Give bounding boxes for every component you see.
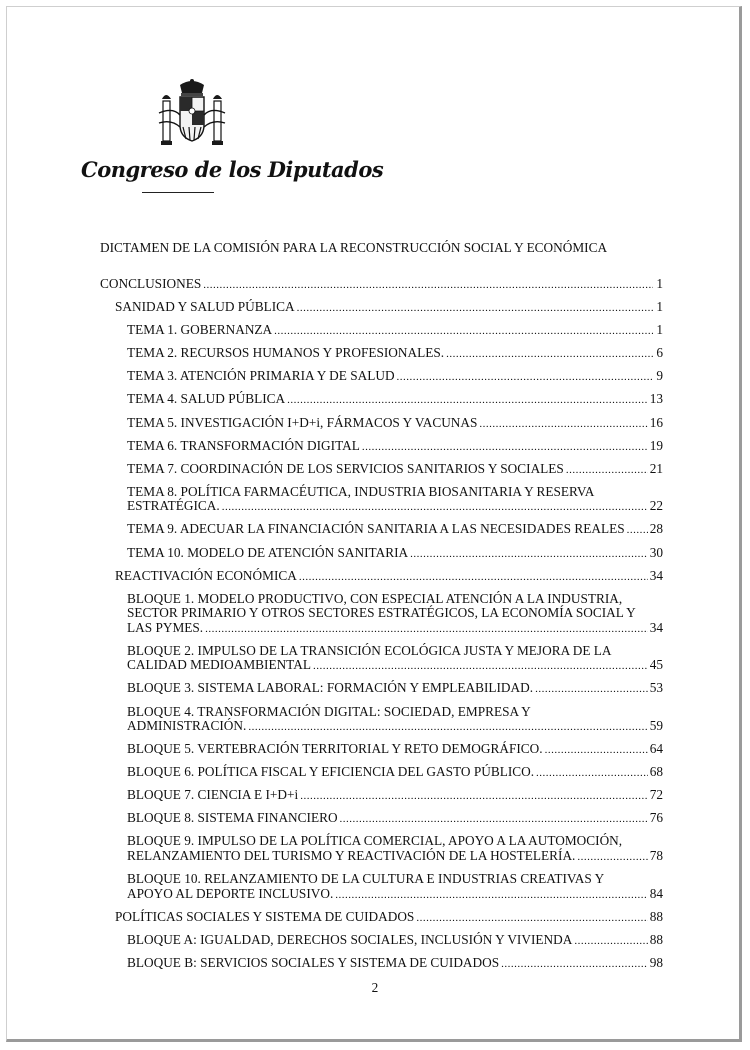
toc-entry-label: TEMA 10. MODELO DE ATENCIÓN SANITARIA [127, 544, 409, 560]
toc-entry-page: 64 [649, 741, 663, 757]
toc-entry-page: 34 [649, 619, 663, 635]
dot-leader [274, 324, 653, 339]
dot-leader [300, 789, 647, 804]
toc-entry-label: SANIDAD Y SALUD PÚBLICA [115, 299, 295, 315]
document-title: DICTAMEN DE LA COMISIÓN PARA LA RECONSTRUCCIÓN SOCIAL Y ECONÓMICA [100, 240, 608, 255]
toc-entry-label: BLOQUE 8. SISTEMA FINANCIERO [127, 810, 338, 826]
toc-entry-page: 78 [649, 847, 663, 863]
dot-leader [313, 659, 648, 674]
toc-entry-label: POLÍTICAS SOCIALES Y SISTEMA DE CUIDADOS [115, 908, 415, 924]
dot-leader [297, 301, 653, 316]
dot-leader [397, 370, 653, 385]
toc-entry[interactable] [127, 369, 663, 385]
toc-entry-label: TEMA 5. INVESTIGACIÓN I+D+i, FÁRMACOS Y VACUNAS [127, 414, 478, 430]
toc-entry[interactable] [127, 392, 663, 408]
toc-entry-line: TEMA 8. POLÍTICA FARMACÉUTICA, INDUSTRIA BIOSANITARIA Y RESERVA [127, 483, 595, 499]
toc-entry-page: 30 [649, 544, 663, 560]
toc-entry[interactable] [127, 811, 663, 827]
document-page [6, 6, 742, 1042]
toc-entry-label: REACTIVACIÓN ECONÓMICA [115, 567, 297, 583]
toc-entry-line: BLOQUE 10. RELANZAMIENTO DE LA CULTURA E INDUSTRIAS CREATIVAS Y [127, 871, 605, 887]
toc-entry-label: TEMA 3. ATENCIÓN PRIMARIA Y DE SALUD [127, 368, 395, 384]
toc-entry-label: TEMA 4. SALUD PÚBLICA [127, 391, 286, 407]
toc-entry-page: 72 [649, 787, 663, 803]
toc-entry[interactable] [127, 462, 663, 478]
toc-entry-label: ADMINISTRACIÓN. [127, 718, 247, 733]
toc-entry-line: BLOQUE 1. MODELO PRODUCTIVO, CON ESPECIAL ATENCIÓN A LA INDUSTRIA, [127, 590, 623, 606]
toc-entry-page: 1 [656, 276, 663, 291]
toc-entry-label: BLOQUE A: IGUALDAD, DERECHOS SOCIALES, INCLUSIÓN Y VIVIENDA [127, 931, 573, 947]
dot-leader [446, 347, 653, 362]
toc-entry[interactable] [115, 569, 663, 585]
toc-entry[interactable] [127, 592, 663, 637]
dot-leader [545, 743, 648, 758]
toc-entry-page: 76 [649, 810, 663, 826]
toc-entry-label: RELANZAMIENTO DEL TURISMO Y REACTIVACIÓN DE LA HOSTELERÍA. [127, 847, 576, 863]
toc-entry-label: BLOQUE 5. VERTEBRACIÓN TERRITORIAL Y RETO DEMOGRÁFICO. [127, 741, 543, 757]
dot-leader [362, 440, 648, 455]
toc-entry-label: BLOQUE 7. CIENCIA E I+D+i [127, 787, 299, 803]
toc-entry-label: TEMA 9. ADECUAR LA FINANCIACIÓN SANITARIA A LAS NECESIDADES REALES [127, 521, 625, 537]
toc-entry[interactable] [127, 765, 663, 781]
toc-entry-page: 45 [649, 657, 663, 673]
toc-entry[interactable] [127, 705, 663, 735]
toc-entry-label: TEMA 2. RECURSOS HUMANOS Y PROFESIONALES. [127, 345, 445, 361]
toc-entry[interactable] [127, 956, 663, 972]
toc-entry-page: 53 [649, 680, 663, 696]
toc-entry-page: 88 [649, 931, 663, 947]
toc-entry-page: 68 [649, 764, 663, 780]
toc-entry-page: 13 [649, 391, 663, 407]
dot-leader [577, 850, 647, 865]
toc-entry-page: 84 [649, 885, 663, 901]
toc-entry[interactable] [127, 681, 663, 697]
dot-leader [203, 278, 653, 293]
toc-entry[interactable] [127, 872, 663, 902]
dot-leader [566, 463, 648, 478]
dot-leader [479, 417, 647, 432]
toc-entry-page: 88 [649, 908, 663, 924]
toc-entry-page: 1 [656, 322, 663, 338]
toc-entry-page: 6 [656, 345, 663, 361]
dot-leader [574, 934, 647, 949]
toc-entry-page: 9 [656, 368, 663, 384]
toc-entry-line: BLOQUE 2. IMPULSO DE LA TRANSICIÓN ECOLÓGICA JUSTA Y MEJORA DE LA [127, 642, 612, 658]
toc-entry-line: SECTOR PRIMARIO Y OTROS SECTORES ESTRATÉGICOS, LA ECONOMÍA SOCIAL Y [127, 605, 636, 621]
toc-entry-page: 28 [649, 521, 663, 537]
toc-entry-label: APOYO AL DEPORTE INCLUSIVO. [127, 885, 334, 901]
toc-entry[interactable] [127, 323, 663, 339]
page-number: 2 [371, 980, 379, 995]
toc-entry[interactable] [127, 644, 663, 674]
dot-leader [335, 888, 647, 903]
underline-divider [142, 192, 214, 193]
toc-entry-label: ESTRATÉGICA. [127, 498, 220, 514]
coat-of-arms-icon [153, 77, 231, 155]
toc-entry-label: LAS PYMES. [127, 619, 204, 635]
dot-leader [501, 957, 648, 972]
toc-entry-page: 59 [649, 718, 663, 733]
toc-entry-page: 19 [649, 437, 663, 453]
toc-entry[interactable] [127, 933, 663, 949]
toc-entry[interactable] [127, 346, 663, 362]
toc-entry[interactable] [115, 910, 663, 926]
dot-leader [536, 766, 648, 781]
toc-entry[interactable] [127, 439, 663, 455]
toc-entry-label: TEMA 1. GOBERNANZA [127, 322, 273, 338]
dot-leader [410, 547, 648, 562]
dot-leader [340, 812, 648, 827]
toc-entry-label: CALIDAD MEDIOAMBIENTAL [127, 657, 311, 673]
toc-entry[interactable] [127, 834, 663, 864]
toc-entry-label: BLOQUE 3. SISTEMA LABORAL: FORMACIÓN Y EMPLEABILIDAD. [127, 680, 534, 696]
toc-entry-line: BLOQUE 9. IMPULSO DE LA POLÍTICA COMERCIAL, APOYO A LA AUTOMOCIÓN, [127, 833, 623, 849]
toc-entry-label: BLOQUE B: SERVICIOS SOCIALES Y SISTEMA DE CUIDADOS [127, 954, 500, 970]
dot-leader [222, 500, 648, 515]
dot-leader [416, 911, 647, 926]
toc-entry-page: 1 [656, 299, 663, 315]
dot-leader [535, 682, 648, 697]
dot-leader [627, 523, 648, 538]
toc-entry[interactable] [127, 485, 663, 515]
institution-name: Congreso de los Diputados [81, 157, 384, 182]
toc-entry[interactable] [127, 546, 663, 562]
toc-entry[interactable] [127, 788, 663, 804]
dot-leader [205, 622, 648, 637]
dot-leader [299, 570, 648, 585]
toc-entry-page: 16 [649, 414, 663, 430]
toc-entry[interactable] [127, 416, 663, 432]
toc-entry-label: BLOQUE 6. POLÍTICA FISCAL Y EFICIENCIA DEL GASTO PÚBLICO. [127, 764, 535, 780]
toc-entry[interactable] [115, 300, 663, 316]
dot-leader [287, 393, 648, 408]
toc-entry-page: 21 [649, 460, 663, 476]
toc-entry-page: 98 [649, 954, 663, 970]
toc-entry[interactable] [127, 742, 663, 758]
toc-entry-line: BLOQUE 4. TRANSFORMACIÓN DIGITAL: SOCIEDAD, EMPRESA Y [127, 703, 531, 719]
toc-entry-label: TEMA 6. TRANSFORMACIÓN DIGITAL [127, 437, 360, 453]
toc-entry-label: CONCLUSIONES [100, 276, 202, 291]
toc-entry[interactable] [127, 522, 663, 538]
dot-leader [248, 720, 647, 735]
toc-entry-label: TEMA 7. COORDINACIÓN DE LOS SERVICIOS SANITARIOS Y SOCIALES [127, 460, 564, 476]
toc-entry-page: 34 [649, 567, 663, 583]
toc-entry[interactable] [100, 277, 663, 293]
toc-entry-page: 22 [649, 498, 663, 514]
table-of-contents [100, 277, 663, 979]
